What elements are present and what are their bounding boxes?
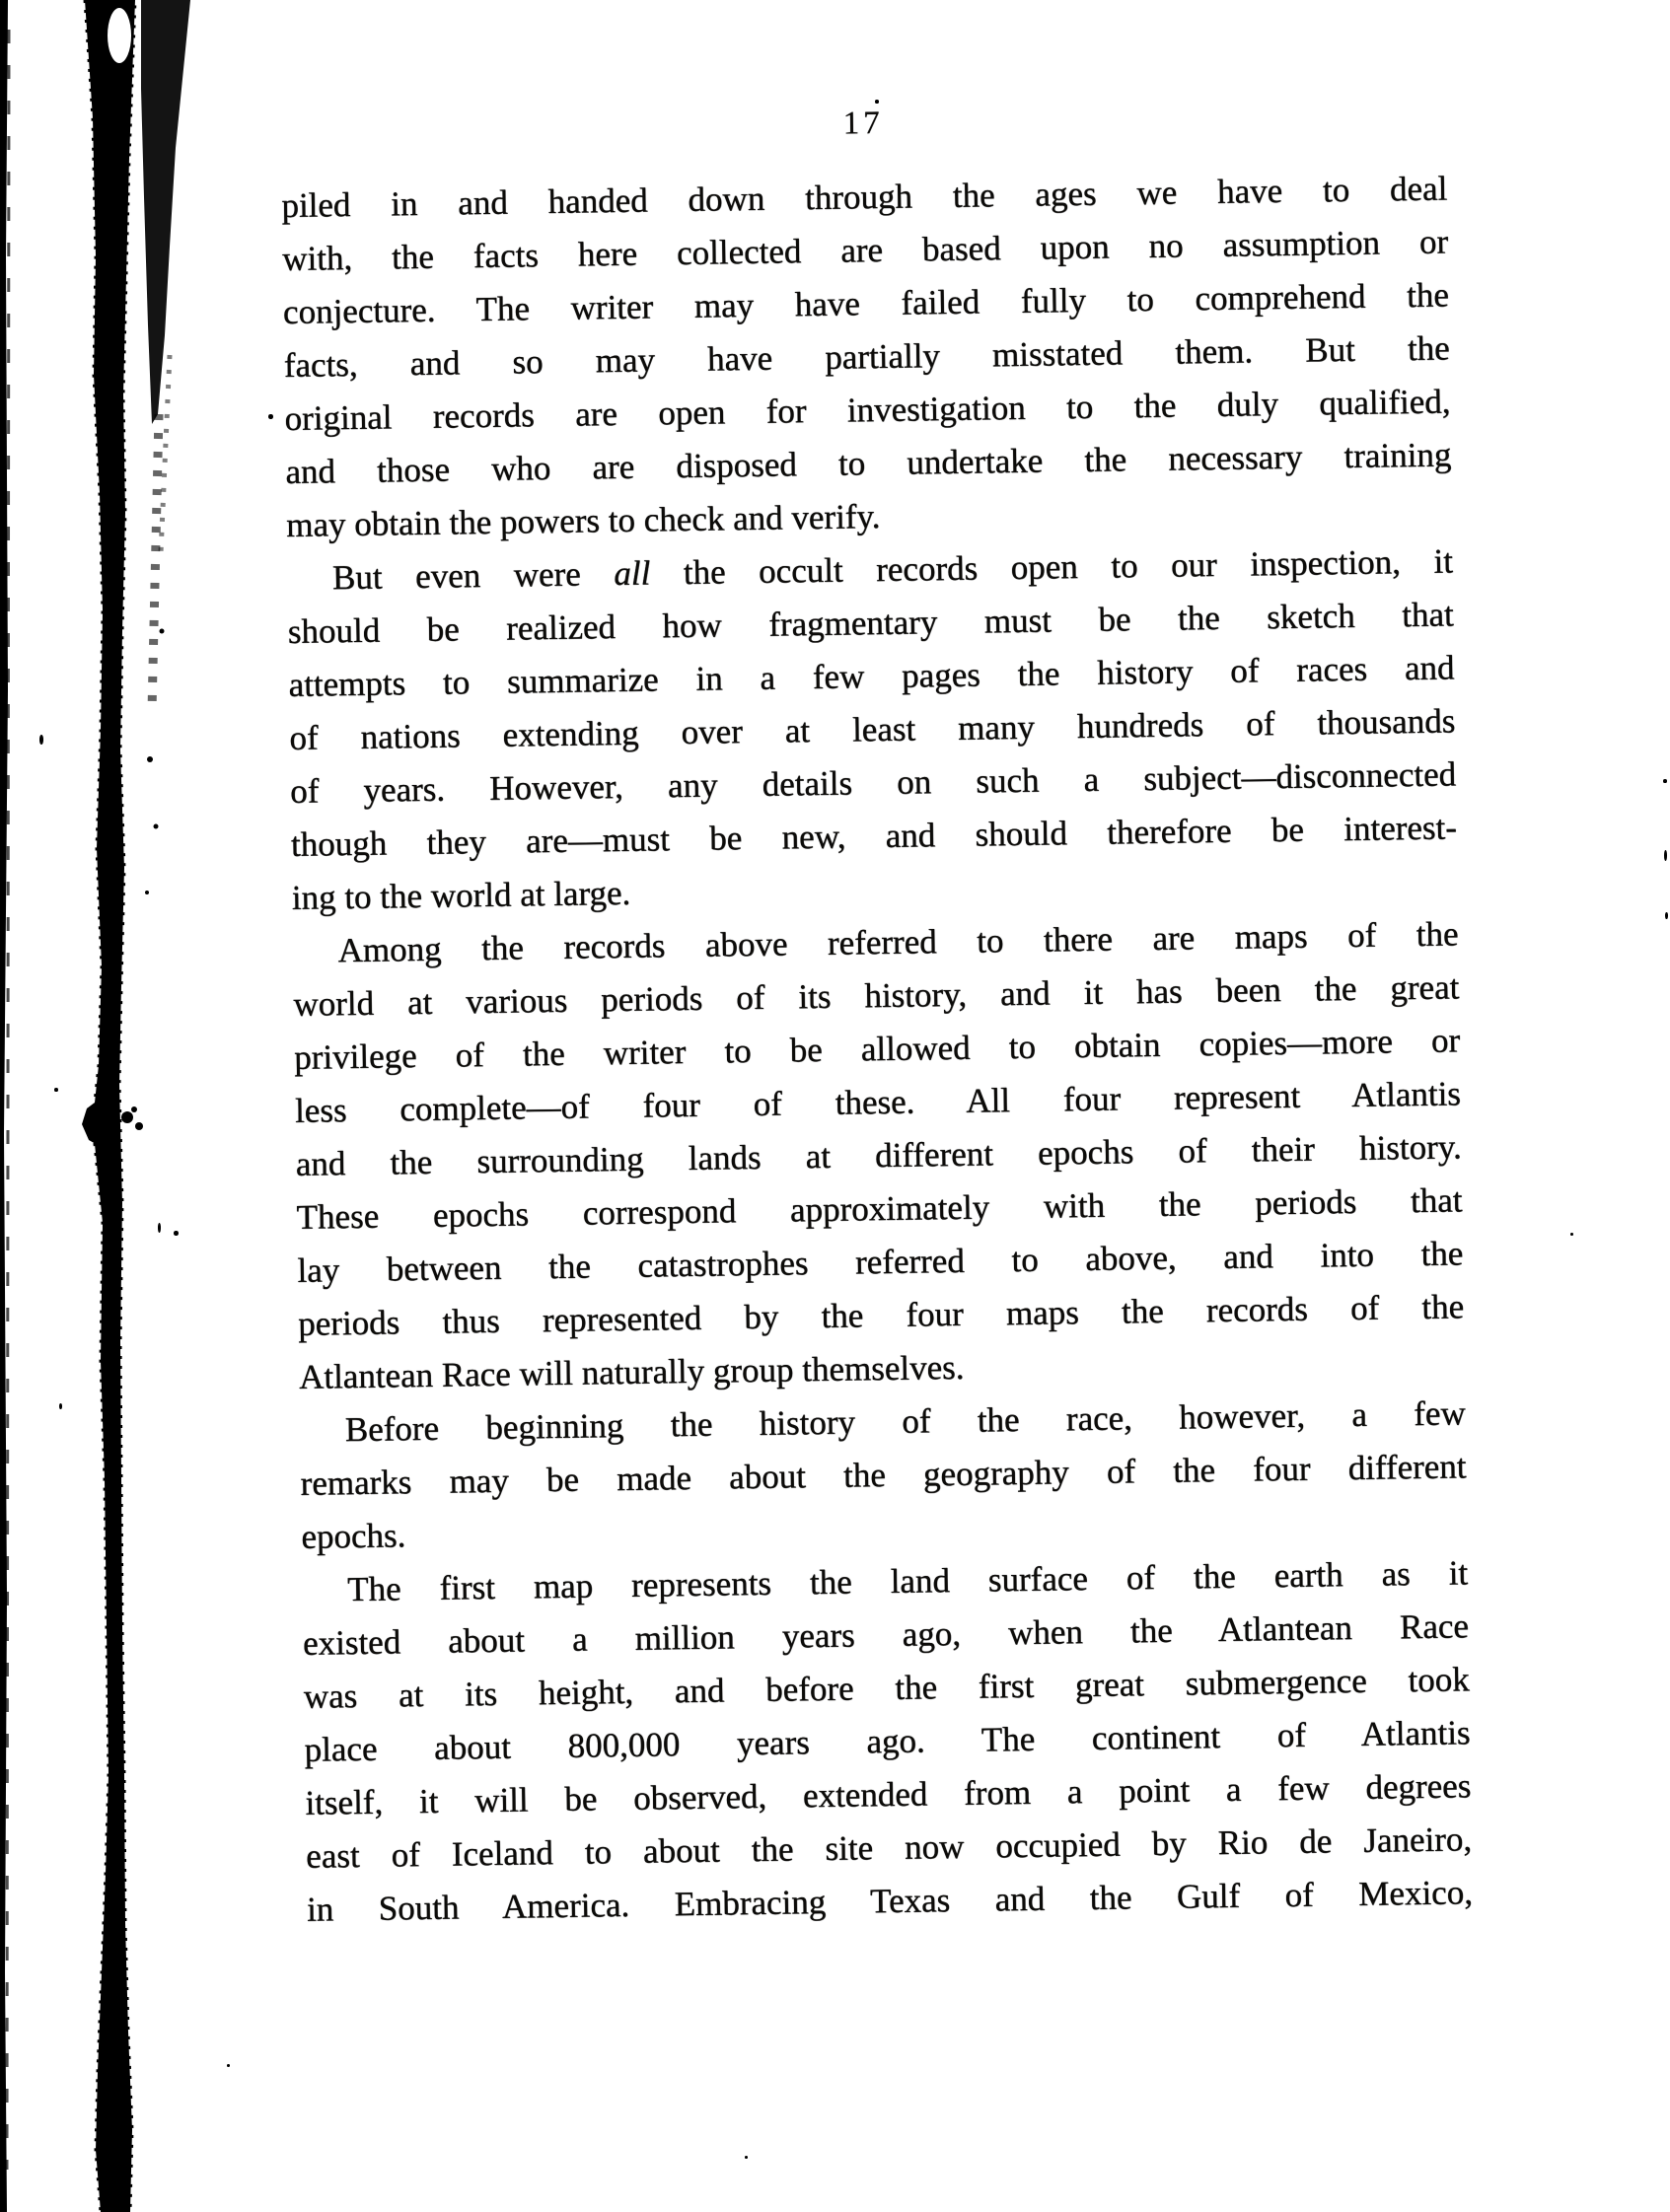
text-line: lay between the catastrophes referred to above, and into the xyxy=(297,1234,1464,1290)
text-line: conjecture. The writer may have failed fully to comprehend the xyxy=(282,275,1450,331)
text-line: existed about a million years ago, when the Atlantean Race xyxy=(302,1606,1470,1663)
text-line: facts, and so may have partially misstated them. But the xyxy=(283,328,1450,385)
text-block xyxy=(280,95,1473,1936)
gutter-blob-speck xyxy=(131,1106,137,1112)
text-line: But even were all the occult records open to our inspection, it xyxy=(331,541,1454,598)
ink-speck xyxy=(745,2156,748,2159)
text-line: These epochs correspond approximately with the periods that xyxy=(296,1180,1463,1237)
text-line: itself, it will be observed, extended from a point a few degrees xyxy=(305,1766,1472,1822)
margin-speck xyxy=(145,891,149,894)
text-line: periods thus represented by the four maps the records of the xyxy=(297,1287,1465,1343)
film-edge-fray xyxy=(7,30,9,2170)
text-line: ing to the world at large. xyxy=(291,873,631,917)
gutter-blob-speck xyxy=(121,1111,133,1123)
margin-speck xyxy=(147,756,153,762)
ink-speck xyxy=(54,1088,58,1092)
page-text xyxy=(281,162,1473,1936)
text-line: original records are open for investigation to the duly qualified, xyxy=(284,382,1451,438)
text-line: epochs. xyxy=(301,1516,406,1556)
ink-speck xyxy=(174,1231,179,1236)
margin-speck xyxy=(160,629,165,634)
margin-speck xyxy=(154,824,159,829)
text-line: in South America. Embracing Texas and the Gulf of Mexico, xyxy=(306,1873,1474,1929)
gutter-blob xyxy=(82,1097,112,1148)
text-line: place about 800,000 years ago. The continent of Atlantis xyxy=(304,1713,1471,1769)
speckle-band-tail xyxy=(152,414,159,710)
ink-speck xyxy=(268,414,273,419)
ink-speck xyxy=(1665,912,1668,919)
text-line: privilege of the writer to be allowed to obtain copies—more or xyxy=(293,1021,1461,1077)
ink-speck xyxy=(59,1403,62,1409)
text-line: and the surrounding lands at different epochs of their history. xyxy=(295,1127,1462,1183)
text-line: was at its height, and before the first great submergence took xyxy=(303,1660,1470,1716)
text-line: The first map represents the land surface of the earth as it xyxy=(346,1553,1469,1609)
gutter-blob-speck xyxy=(135,1122,143,1130)
gutter-white-notch xyxy=(108,8,131,63)
text-line: and those who are disposed to undertake the necessary training xyxy=(285,435,1452,491)
text-line: piled in and handed down through the ages we have to deal xyxy=(281,169,1448,225)
ink-speck xyxy=(1663,779,1667,783)
text-line: may obtain the powers to check and verify. xyxy=(285,497,881,544)
text-line: world at various periods of its history, and it has been the great xyxy=(293,967,1460,1024)
text-line: attempts to summarize in a few pages the history of races and xyxy=(288,648,1455,704)
ink-speck xyxy=(39,735,43,745)
text-line: of nations extending over at least many hundreds of thousands xyxy=(289,701,1456,757)
page-number: 17 xyxy=(842,105,884,142)
text-line: with, the facts here collected are based upon no assumption or xyxy=(281,222,1449,278)
text-line: Atlantean Race will naturally group themselves. xyxy=(298,1347,965,1396)
text-line: should be realized how fragmentary must be the sketch that xyxy=(287,595,1454,651)
film-edge-line xyxy=(0,0,8,2212)
text-line: east of Iceland to about the site now occupied by Rio de Janeiro, xyxy=(305,1820,1473,1876)
ink-speck xyxy=(227,2064,230,2067)
ink-speck xyxy=(1570,1233,1573,1236)
text-line: Among the records above referred to there are maps of the xyxy=(337,914,1459,970)
text-line: remarks may be made about the geography of the four different xyxy=(300,1447,1467,1503)
ink-speck xyxy=(158,1223,161,1233)
gutter-shadow-band xyxy=(85,0,135,2212)
text-line: of years. However, any details on such a subject—disconnected xyxy=(289,754,1457,811)
speckle-band xyxy=(141,0,190,424)
speckle-band-tail xyxy=(161,355,170,552)
text-line: though they are—must be new, and should therefore be interest- xyxy=(290,808,1458,864)
text-line: less complete—of four of these. All four represent Atlantis xyxy=(294,1074,1462,1130)
ink-speck xyxy=(1664,850,1667,861)
text-line: Before beginning the history of the race, however, a few xyxy=(344,1393,1466,1450)
